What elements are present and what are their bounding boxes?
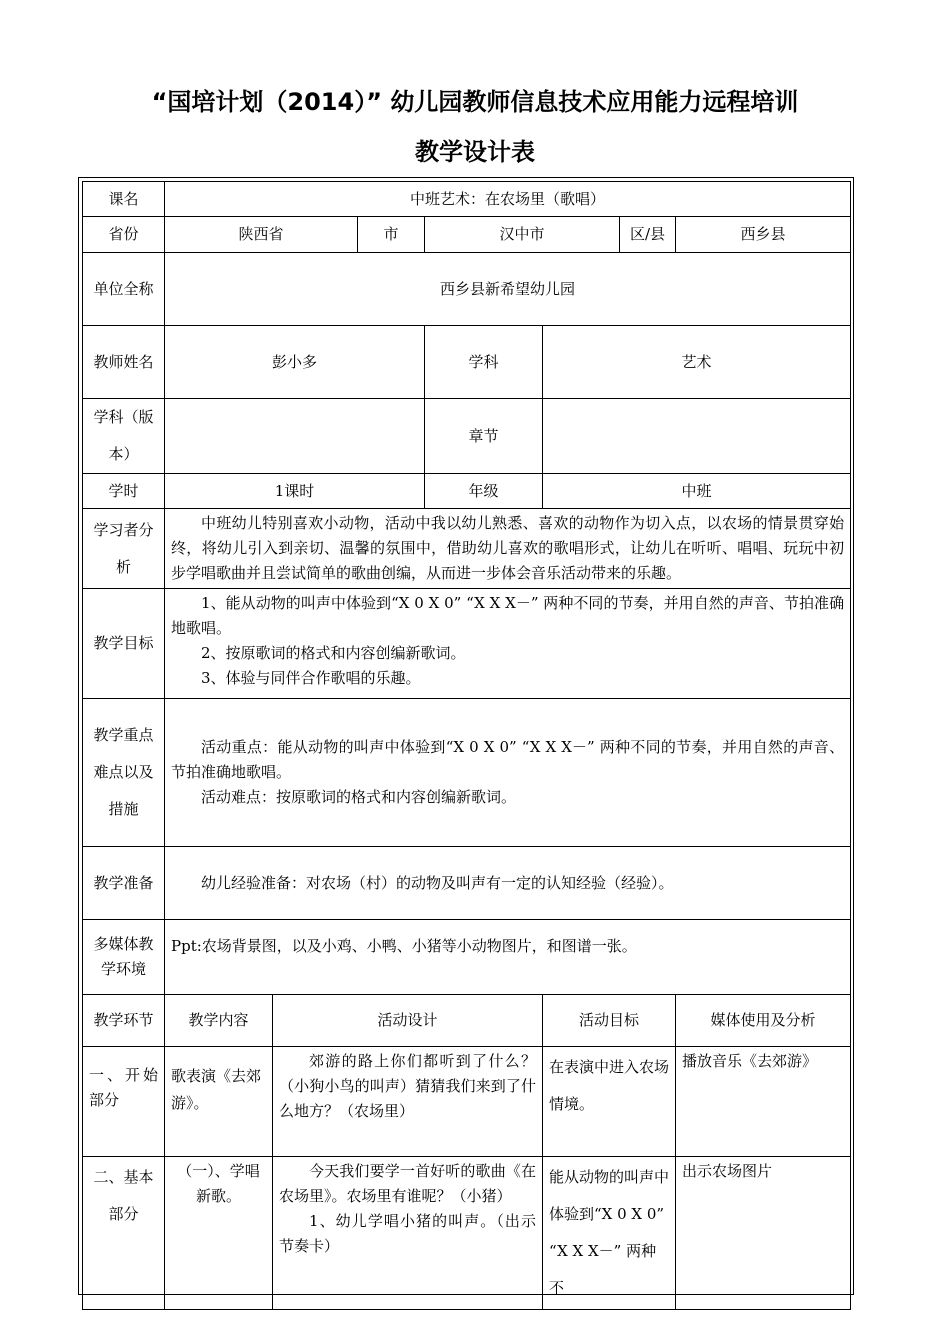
chapter-label: 章节 xyxy=(425,399,543,474)
design-table xyxy=(82,181,851,1310)
header-design: 活动设计 xyxy=(273,995,543,1047)
city-value: 汉中市 xyxy=(425,217,620,253)
row-course xyxy=(83,182,851,217)
chapter-value xyxy=(543,399,851,474)
grade-label: 年级 xyxy=(425,474,543,509)
row-unit xyxy=(83,253,851,326)
row-process-header xyxy=(83,995,851,1047)
row-goals xyxy=(83,589,851,699)
row-analysis xyxy=(83,509,851,589)
content-cell: 歌表演《去郊游》。 xyxy=(165,1047,273,1157)
design-text: 今天我们要学一首好听的歌曲《在农场里》。农场里有谁呢？（小猪） xyxy=(279,1162,536,1205)
city-label: 市 xyxy=(358,217,425,253)
row-edition xyxy=(83,399,851,474)
edition-label: 学科（版本） xyxy=(83,399,165,474)
edition-value xyxy=(165,399,425,474)
prep-text: 幼儿经验准备：对农场（村）的动物及叫声有一定的认知经验（经验）。 xyxy=(201,873,674,892)
teacher-value: 彭小多 xyxy=(165,326,425,399)
goal-item: 1、能从动物的叫声中体验到“X 0 X 0” “X X X－” 两种不同的节奏，并用自然的声音、节拍准确地歌唱。 xyxy=(171,594,845,637)
keypoints-label: 教学重点难点以及措施 xyxy=(83,699,165,847)
province-value: 陕西省 xyxy=(165,217,358,253)
unit-value: 西乡县新希望幼儿园 xyxy=(165,253,851,326)
keypoint-item: 活动重点：能从动物的叫声中体验到“X 0 X 0” “X X X－” 两种不同的节奏，并用自然的声音、节拍准确地歌唱。 xyxy=(171,738,845,781)
county-label: 区/县 xyxy=(620,217,676,253)
goal-cell: 在表演中进入农场情境。 xyxy=(543,1047,676,1157)
province-label: 省份 xyxy=(83,217,165,253)
grade-value: 中班 xyxy=(543,474,851,509)
media-cell: 播放音乐《去郊游》 xyxy=(676,1047,851,1157)
header-stage: 教学环节 xyxy=(83,995,165,1047)
process-row xyxy=(83,1047,851,1157)
row-hours xyxy=(83,474,851,509)
header-media: 媒体使用及分析 xyxy=(676,995,851,1047)
document-title: “国培计划（2014）” 幼儿园教师信息技术应用能力远程培训 xyxy=(151,88,799,116)
analysis-text: 中班幼儿特别喜欢小动物，活动中我以幼儿熟悉、喜欢的动物作为切入点，以农场的情景贯穿始终，将幼儿引入到亲切、温馨的氛围中，借助幼儿喜欢的歌唱形式，让幼儿在听听、唱唱、玩玩中初步学唱歌曲并且尝试简单的歌曲创编，从而进一步体会音乐活动带来的乐趣。 xyxy=(171,514,845,582)
row-teacher xyxy=(83,326,851,399)
prep-label: 教学准备 xyxy=(83,847,165,920)
keypoint-item: 活动难点：按原歌词的格式和内容创编新歌词。 xyxy=(201,788,517,806)
subject-label: 学科 xyxy=(425,326,543,399)
analysis-label: 学习者分析 xyxy=(83,509,165,589)
course-label: 课名 xyxy=(83,182,165,217)
media-env-text: Ppt:农场背景图，以及小鸡、小鸭、小猪等小动物图片，和图谱一张。 xyxy=(171,937,637,955)
content-cell: （一）、学唱新歌。 xyxy=(165,1157,273,1310)
stage-cell: 二、基本部分 xyxy=(83,1157,165,1310)
hours-label: 学时 xyxy=(83,474,165,509)
goal-cell: 能从动物的叫声中体验到“X 0 X 0” “X X X－” 两种不 xyxy=(543,1157,676,1310)
subject-value: 艺术 xyxy=(543,326,851,399)
row-keypoints xyxy=(83,699,851,847)
unit-label: 单位全称 xyxy=(83,253,165,326)
teacher-label: 教师姓名 xyxy=(83,326,165,399)
goals-label: 教学目标 xyxy=(83,589,165,699)
row-region xyxy=(83,217,851,253)
row-prep xyxy=(83,847,851,920)
design-text: 1、幼儿学唱小猪的叫声。（出示节奏卡） xyxy=(279,1212,536,1255)
media-env-label: 多媒体教学环境 xyxy=(83,920,165,995)
media-cell: 出示农场图片 xyxy=(676,1157,851,1310)
goal-item: 3、体验与同伴合作歌唱的乐趣。 xyxy=(201,669,421,687)
document-subtitle: 教学设计表 xyxy=(415,138,535,166)
county-value: 西乡县 xyxy=(676,217,851,253)
process-row xyxy=(83,1157,851,1310)
header-content: 教学内容 xyxy=(165,995,273,1047)
goal-item: 2、按原歌词的格式和内容创编新歌词。 xyxy=(201,644,466,662)
row-media-env xyxy=(83,920,851,995)
hours-value: 1课时 xyxy=(165,474,425,509)
design-text: 郊游的路上你们都听到了什么？（小狗小鸟的叫声）猜猜我们来到了什么地方？（农场里） xyxy=(279,1052,536,1120)
course-value: 中班艺术：在农场里（歌唱） xyxy=(165,182,851,217)
stage-cell: 一、开始部分 xyxy=(83,1047,165,1157)
header-goal: 活动目标 xyxy=(543,995,676,1047)
